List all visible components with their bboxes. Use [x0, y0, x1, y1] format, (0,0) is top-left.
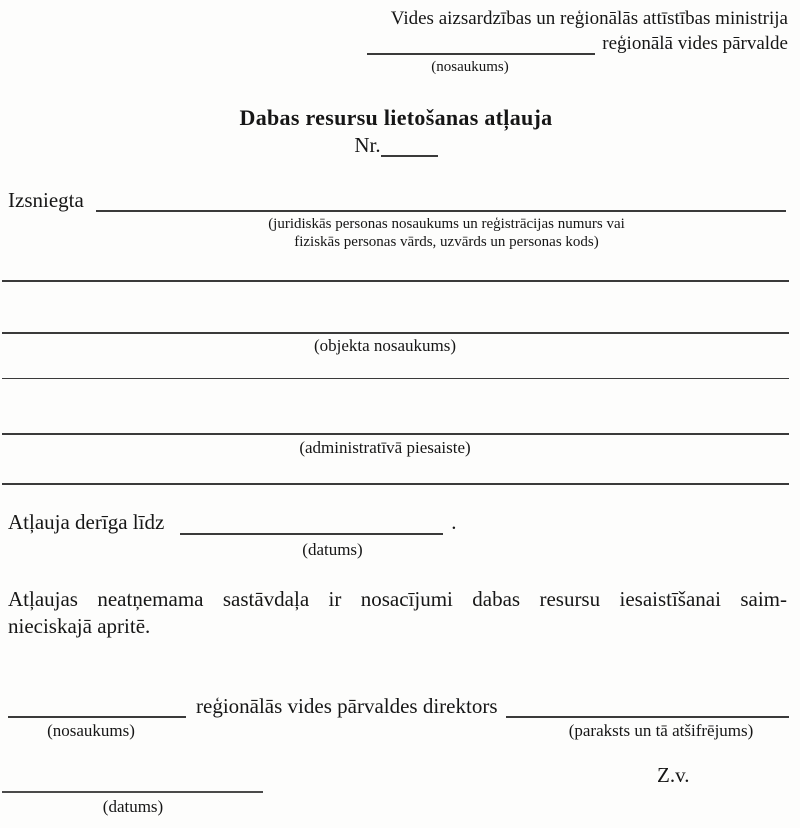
footer-date-caption: (datums)	[102, 797, 164, 816]
terms-line2: nieciskajā apritē.	[8, 614, 151, 638]
seal-label: Z.v.	[657, 763, 690, 787]
issued-label: Izsniegta	[8, 188, 84, 212]
board-name-signature-field	[8, 714, 186, 718]
director-signature-field	[506, 714, 790, 718]
signature-right-caption: (paraksts un tā atšifrējums)	[568, 721, 754, 740]
board-suffix-label: reģionālā vides pārvalde	[602, 33, 788, 54]
signature-row	[8, 694, 789, 718]
signature-left-caption: (nosaukums)	[47, 721, 135, 740]
board-name-row	[367, 33, 788, 55]
ministry-title: Vides aizsardzības un reģionālās attīstības ministrija	[390, 8, 788, 29]
valid-until-date-field	[180, 531, 443, 535]
validity-row	[8, 509, 457, 535]
object-name-field-line	[2, 332, 789, 334]
admin-extra-field-line	[2, 483, 789, 485]
admin-caption: (administratīvā piesaiste)	[299, 438, 471, 457]
issued-caption	[107, 215, 786, 251]
terms-paragraph	[8, 586, 787, 640]
admin-field-line	[2, 433, 789, 435]
number-label: Nr.	[354, 133, 381, 157]
footer-date-field	[2, 791, 263, 793]
validity-label: Atļauja derīga līdz	[8, 510, 165, 534]
document-title: Dabas resursu lietošanas atļauja	[239, 105, 553, 130]
validity-period: .	[451, 510, 457, 534]
object-name-caption: (objekta nosaukums)	[313, 336, 457, 355]
issued-caption-line1: (juridiskās personas nosaukums un reģistrācijas numurs vai	[268, 216, 625, 232]
director-label: reģionālās vides pārvaldes direktors	[196, 694, 498, 718]
permit-number-field	[381, 153, 438, 157]
issued-to-field	[96, 208, 786, 212]
issued-caption-line2: fiziskās personas vārds, uzvārds un personas kods)	[294, 234, 599, 250]
issued-extra-field-line	[2, 280, 789, 282]
permit-number-row	[0, 133, 792, 157]
object-extra-field-line	[2, 378, 789, 379]
board-name-field	[367, 51, 595, 55]
issued-row	[8, 188, 786, 212]
terms-line1: Atļaujas neatņemama sastāvdaļa ir nosacījumi dabas resursu iesaistīšanai saim-	[8, 587, 787, 611]
board-name-caption: (nosaukums)	[431, 59, 509, 75]
validity-date-caption: (datums)	[302, 540, 363, 559]
